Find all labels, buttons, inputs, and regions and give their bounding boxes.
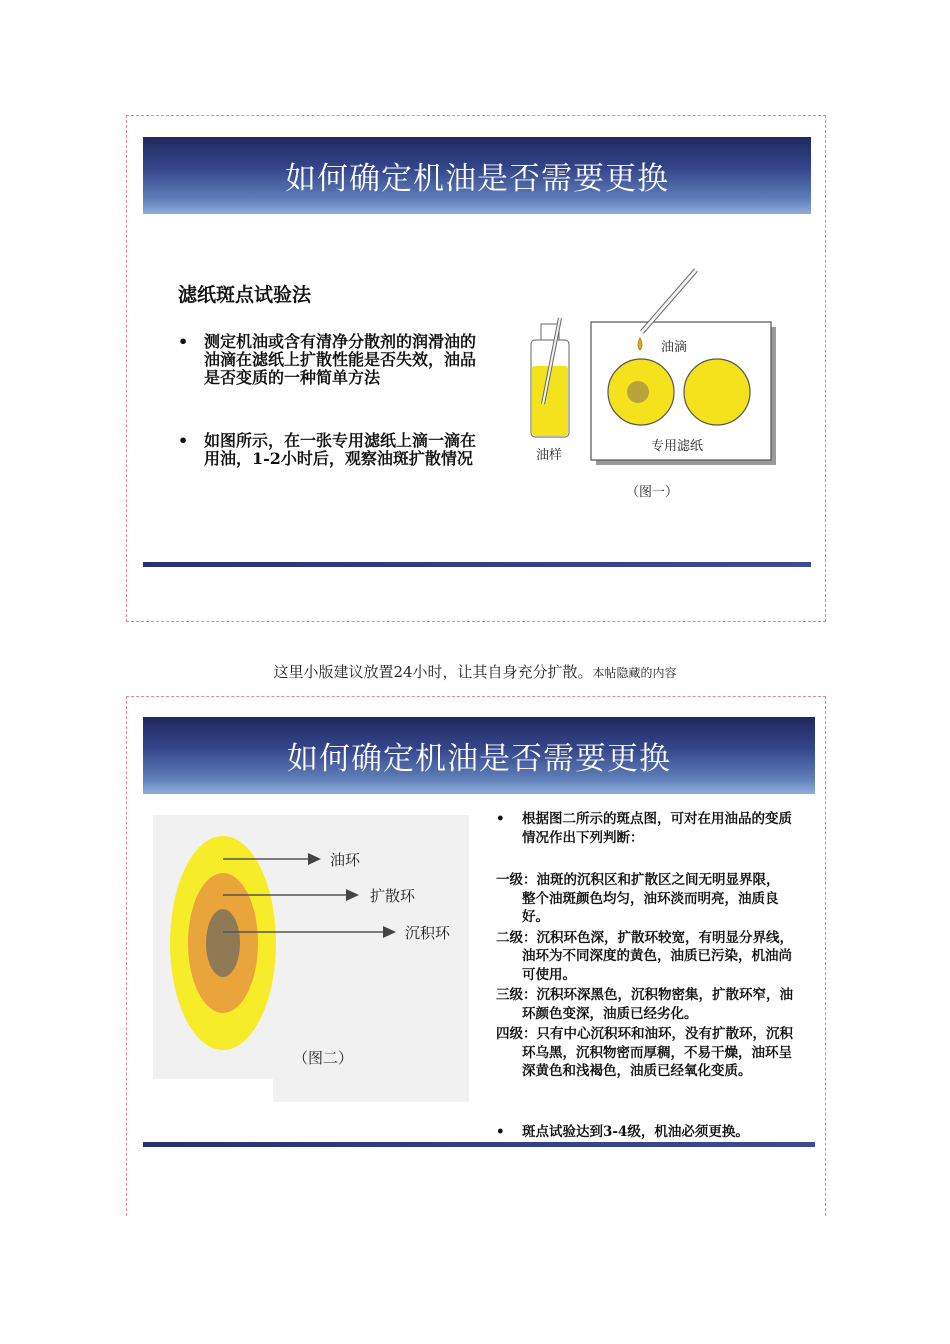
slide-2-intro [496, 810, 796, 847]
between-slides-caption [0, 661, 950, 682]
label-oil-drop: 油滴 [661, 340, 688, 355]
slide-1-bottom-rule [143, 562, 811, 567]
slide-1-title: 如何确定机油是否需要更换 [285, 161, 669, 197]
bullet-dot-icon: • [178, 332, 189, 351]
slide-2-intro-text: 根据图二所示的斑点图，可对在用油品的变质情况作出下列判断： [522, 811, 792, 846]
slide-2-conclusion [496, 1123, 796, 1142]
slide-1-subtitle: 滤纸斑点试验法 [178, 284, 312, 306]
slide-2-levels [496, 871, 796, 1081]
caption-hidden-content: 本帖隐藏的内容 [592, 666, 677, 680]
slide-1-bullet-1 [178, 333, 478, 387]
level-1: 一级：油斑的沉积区和扩散区之间无明显界限， 整个油斑颜色均匀，油环淡而明亮，油质良好。 [496, 872, 780, 925]
label-filter-paper: 专用滤纸 [651, 439, 704, 454]
slide-1-bullet-2-text: 如图所示，在一张专用滤纸上滴一滴在用油，1-2小时后，观察油斑扩散情况 [204, 431, 477, 468]
figure-2-caption: （图二） [293, 1049, 354, 1067]
bullet-dot-icon: • [496, 1124, 505, 1140]
bullet-dot-icon: • [178, 431, 189, 450]
slide-2-bottom-rule [143, 1142, 815, 1147]
bullet-dot-icon: • [496, 811, 505, 827]
slide-1-header [143, 137, 811, 214]
slide-1-bullet-1-text: 测定机油或含有清净分散剂的润滑油的油滴在滤纸上扩散性能是否失效，油品是否变质的一种简单方法 [204, 332, 477, 387]
slide-2-header [143, 717, 815, 794]
level-4: 四级：只有中心沉积环和油环，没有扩散环，沉积环乌黑，沉积物密而厚稠，不易干燥，油环呈深黄色和浅褐色，油质已经氧化变质。 [496, 1026, 793, 1079]
figure-1-caption: （图一） [626, 485, 679, 500]
label-oil-ring: 油环 [330, 851, 361, 869]
slide-1-bullet-2 [178, 432, 478, 468]
label-oil-sample: 油样 [536, 448, 563, 463]
label-diffusion-ring: 扩散环 [370, 887, 416, 905]
oil-spot-deposit [627, 381, 649, 403]
deposit-core [206, 909, 240, 977]
caption-main: 这里小版建议放置24小时，让其自身充分扩散。 [273, 663, 593, 681]
level-3: 三级：沉积环深黑色，沉积物密集，扩散环窄，油环颜色变深，油质已经劣化。 [496, 987, 793, 1022]
level-2: 二级：沉积环色深，扩散环较宽，有明显分界线，油环为不同深度的黄色，油质已污染，机油尚可使用。 [496, 929, 793, 983]
slide-2-title: 如何确定机油是否需要更换 [287, 741, 671, 777]
oil-spot-right [684, 359, 750, 425]
slide-2-conclusion-text: 斑点试验达到3-4级，机油必须更换。 [522, 1124, 749, 1140]
label-deposit-ring: 沉积环 [405, 924, 451, 942]
